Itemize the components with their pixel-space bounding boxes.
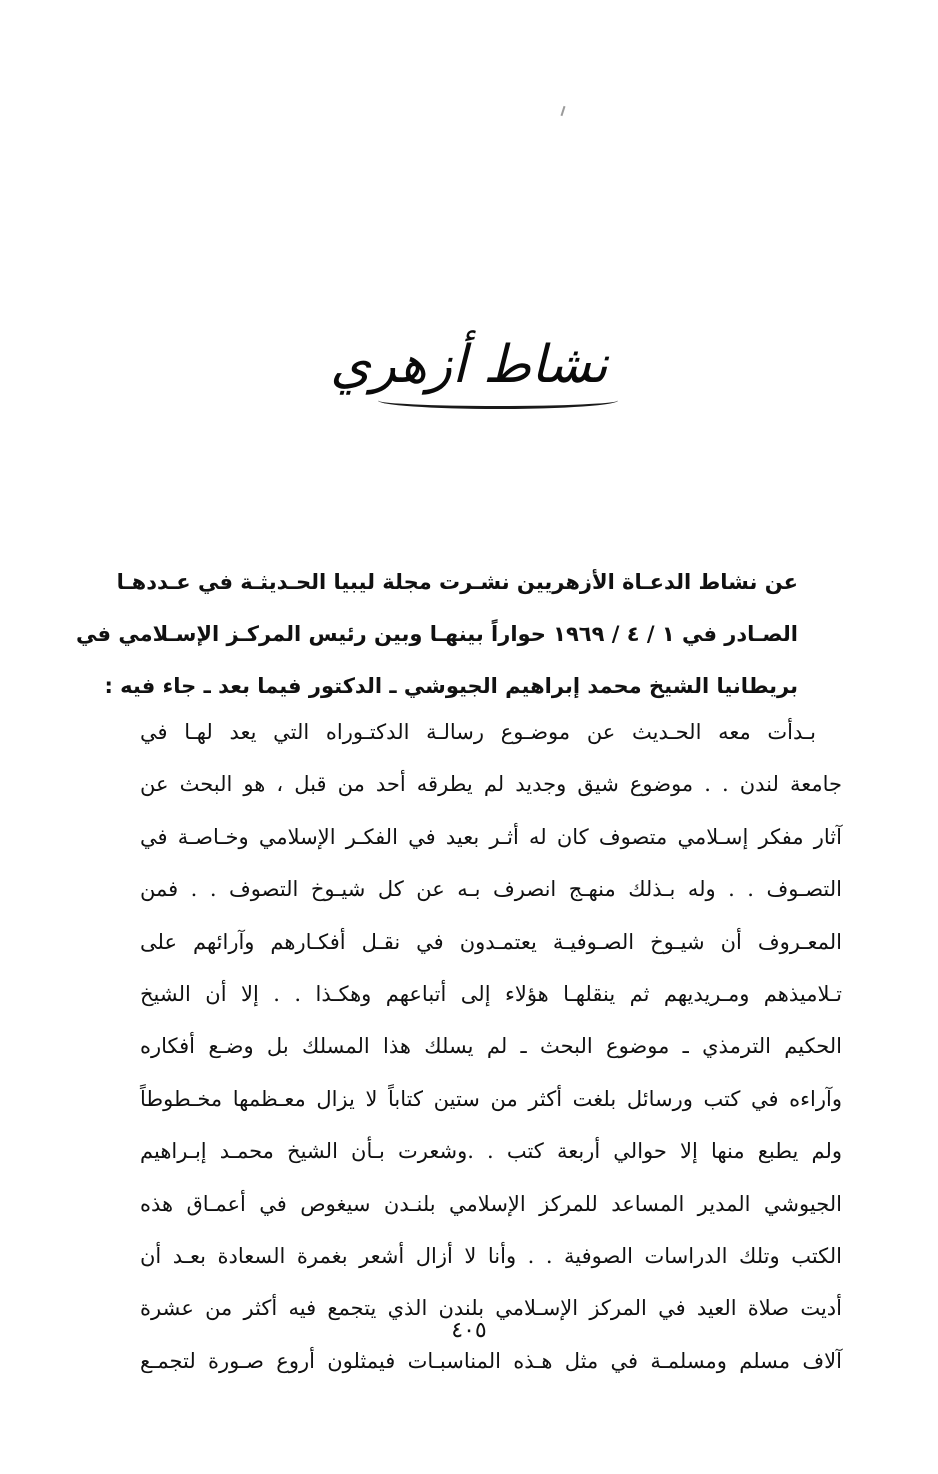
body-line: الكتب وتلك الدراسات الصوفية . . وأنا لا أزال أشعر بغمرة السعادة بعـد أن — [140, 1243, 842, 1268]
body-line: المعـروف أن شيـوخ الصـوفيـة يعتمـدون في نقـل أفكـارهم وآرائهم على — [140, 929, 842, 954]
body-line: ولم يطبع منها إلا حوالي أربعة كتب . .وشعرت بـأن الشيخ محمـد إبـراهيم — [140, 1139, 842, 1164]
body-line: التصـوف . . وله بـذلك منهـج انصرف بـه عن كل شيـوخ التصوف . . فمن — [140, 877, 842, 902]
body-line: بـدأت معه الحـديث عن موضـوع رسالـة الدكتـوراه التي يعد لهـا في — [140, 720, 816, 744]
body-line: جامعة لندن . . موضوع شيق وجديد لم يطرقه أحد من قبل ، هو البحث عن — [140, 772, 842, 797]
intro-line: الصـادر في ١ / ٤ / ١٩٦٩ حواراً بينهـا وبين رئيس المركـز الإسـلامي في — [76, 622, 798, 646]
body-line: الجيوشي المدير المساعد للمركز الإسلامي بلنـدن سيغوص في أعمـاق هذه — [140, 1191, 842, 1216]
page-number: ٤٠٥ — [451, 1318, 487, 1343]
body-line: آلاف مسلم ومسلمـة في مثل هـذه المناسبـات فيمثلون أروع صـورة لتجمـع — [140, 1348, 842, 1373]
body-line: أديت صلاة العيد في المركز الإسـلامي بلندن الذي يتجمع فيه أكثر من عشرة — [140, 1296, 842, 1321]
title-flourish — [378, 392, 618, 409]
intro-line: عن نشاط الدعـاة الأزهريين نشـرت مجلة ليبيا الحـديثـة في عـددهـا — [116, 570, 798, 594]
body-paragraph — [140, 706, 842, 1387]
body-line: آثار مفكر إسـلامي متصوف كان له أثـر بعيد في الفكـر الإسلامي وخـاصـة في — [140, 824, 842, 849]
body-line: تـلاميذهم ومـريديهم ثم ينقلهـا هؤلاء إلى أتباعهم وهكـذا . . إلا أن الشيخ — [140, 981, 842, 1006]
scan-speck — [561, 106, 566, 116]
body-line: الحكيم الترمذي ـ موضوع البحث ـ لم يسلك هذا المسلك بل وضـع أفكاره — [140, 1034, 842, 1059]
intro-line: بريطانيا الشيخ محمد إبراهيم الجيوشي ـ الدكتور فيما بعد ـ جاء فيه : — [104, 674, 798, 698]
chapter-title: نشاط أزهري — [330, 335, 608, 395]
intro-paragraph — [76, 556, 798, 712]
body-line: وآراءه في كتب ورسائل بلغت أكثر من ستين كتاباً لا يزال معـظمها مخـطوطاً — [140, 1086, 842, 1111]
